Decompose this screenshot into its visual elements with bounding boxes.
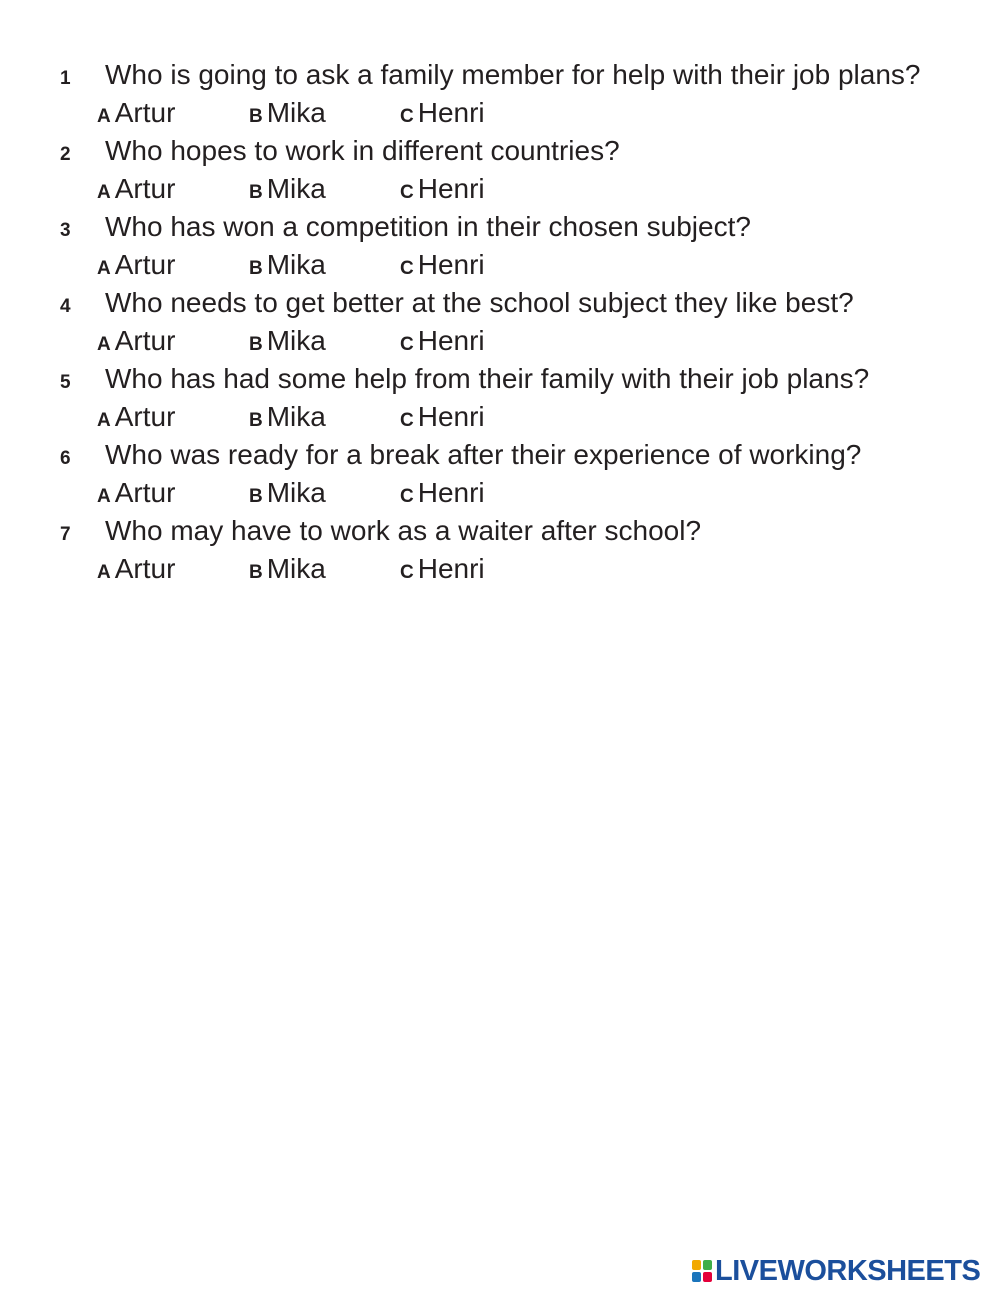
option-name: Mika — [266, 325, 326, 356]
answer-option-c[interactable] — [400, 96, 540, 134]
logo-tile — [692, 1260, 701, 1270]
option-name: Henri — [417, 249, 485, 280]
option-letter: B — [249, 106, 263, 127]
question-text: Who hopes to work in different countries? — [105, 135, 620, 166]
option-letter: B — [249, 486, 263, 507]
option-name: Henri — [417, 97, 485, 128]
question-text: Who was ready for a break after their experience of working? — [105, 439, 862, 470]
option-name: Artur — [114, 97, 176, 128]
answer-option-c[interactable] — [400, 400, 540, 438]
logo-tile — [703, 1272, 712, 1282]
answer-option-b[interactable] — [249, 324, 400, 362]
option-letter: C — [400, 486, 414, 507]
answer-option-c[interactable] — [400, 476, 540, 514]
worksheet — [60, 58, 940, 590]
answer-option-a[interactable] — [97, 96, 249, 134]
answer-option-a[interactable] — [97, 172, 249, 210]
question-line — [60, 134, 940, 172]
option-letter: B — [249, 410, 263, 431]
question-text: Who needs to get better at the school subject they like best? — [105, 287, 854, 318]
question-text: Who is going to ask a family member for help with their job plans? — [105, 59, 921, 90]
option-letter: A — [97, 562, 111, 583]
answer-options — [60, 552, 940, 590]
answer-option-b[interactable] — [249, 172, 400, 210]
option-letter: C — [400, 182, 414, 203]
question-number: 4 — [60, 296, 71, 317]
liveworksheets-logo-text: LIVEWORKSHEETS — [715, 1255, 981, 1287]
answer-option-b[interactable] — [249, 552, 400, 590]
answer-option-a[interactable] — [97, 324, 249, 362]
question-line — [60, 514, 940, 552]
option-name: Henri — [417, 401, 485, 432]
option-name: Mika — [266, 97, 326, 128]
option-letter: A — [97, 410, 111, 431]
question-number: 5 — [60, 372, 71, 393]
answer-option-b[interactable] — [249, 248, 400, 286]
option-name: Mika — [266, 553, 326, 584]
option-name: Mika — [266, 249, 326, 280]
option-letter: A — [97, 182, 111, 203]
option-letter: B — [249, 258, 263, 279]
question-4 — [60, 286, 940, 362]
option-name: Mika — [266, 173, 326, 204]
answer-option-a[interactable] — [97, 552, 249, 590]
question-2 — [60, 134, 940, 210]
question-text: Who has had some help from their family with their job plans? — [105, 363, 870, 394]
answer-options — [60, 400, 940, 438]
option-name: Artur — [114, 401, 176, 432]
option-name: Artur — [114, 249, 176, 280]
question-number: 1 — [60, 68, 71, 89]
answer-options — [60, 324, 940, 362]
question-line — [60, 210, 940, 248]
answer-option-a[interactable] — [97, 248, 249, 286]
option-name: Henri — [417, 553, 485, 584]
logo-tile — [703, 1260, 712, 1270]
answer-option-a[interactable] — [97, 476, 249, 514]
option-name: Artur — [114, 477, 176, 508]
liveworksheets-logo-icon — [692, 1260, 712, 1282]
option-letter: C — [400, 258, 414, 279]
question-5 — [60, 362, 940, 438]
option-letter: B — [249, 562, 263, 583]
option-name: Henri — [417, 173, 485, 204]
option-name: Artur — [114, 173, 176, 204]
question-line — [60, 58, 940, 96]
question-line — [60, 286, 940, 324]
answer-option-b[interactable] — [249, 400, 400, 438]
question-number: 6 — [60, 448, 71, 469]
answer-options — [60, 476, 940, 514]
option-letter: B — [249, 334, 263, 355]
liveworksheets-logo — [692, 1256, 980, 1286]
option-letter: B — [249, 182, 263, 203]
question-text: Who has won a competition in their chosen subject? — [105, 211, 751, 242]
option-name: Henri — [417, 325, 485, 356]
option-letter: A — [97, 106, 111, 127]
answer-options — [60, 248, 940, 286]
question-number: 3 — [60, 220, 71, 241]
option-name: Henri — [417, 477, 485, 508]
question-line — [60, 362, 940, 400]
question-6 — [60, 438, 940, 514]
option-letter: A — [97, 486, 111, 507]
option-name: Mika — [266, 401, 326, 432]
option-letter: A — [97, 258, 111, 279]
question-text: Who may have to work as a waiter after school? — [105, 515, 702, 546]
option-letter: C — [400, 410, 414, 431]
option-letter: C — [400, 106, 414, 127]
question-3 — [60, 210, 940, 286]
option-letter: A — [97, 334, 111, 355]
question-line — [60, 438, 940, 476]
answer-option-c[interactable] — [400, 172, 540, 210]
option-name: Artur — [114, 553, 176, 584]
question-1 — [60, 58, 940, 134]
answer-option-c[interactable] — [400, 248, 540, 286]
answer-options — [60, 96, 940, 134]
answer-option-b[interactable] — [249, 96, 400, 134]
option-name: Mika — [266, 477, 326, 508]
option-name: Artur — [114, 325, 176, 356]
logo-tile — [692, 1272, 701, 1282]
question-number: 2 — [60, 144, 71, 165]
question-7 — [60, 514, 940, 590]
question-number: 7 — [60, 524, 71, 545]
answer-option-a[interactable] — [97, 400, 249, 438]
answer-options — [60, 172, 940, 210]
option-letter: C — [400, 334, 414, 355]
answer-option-c[interactable] — [400, 552, 540, 590]
answer-option-b[interactable] — [249, 476, 400, 514]
option-letter: C — [400, 562, 414, 583]
answer-option-c[interactable] — [400, 324, 540, 362]
